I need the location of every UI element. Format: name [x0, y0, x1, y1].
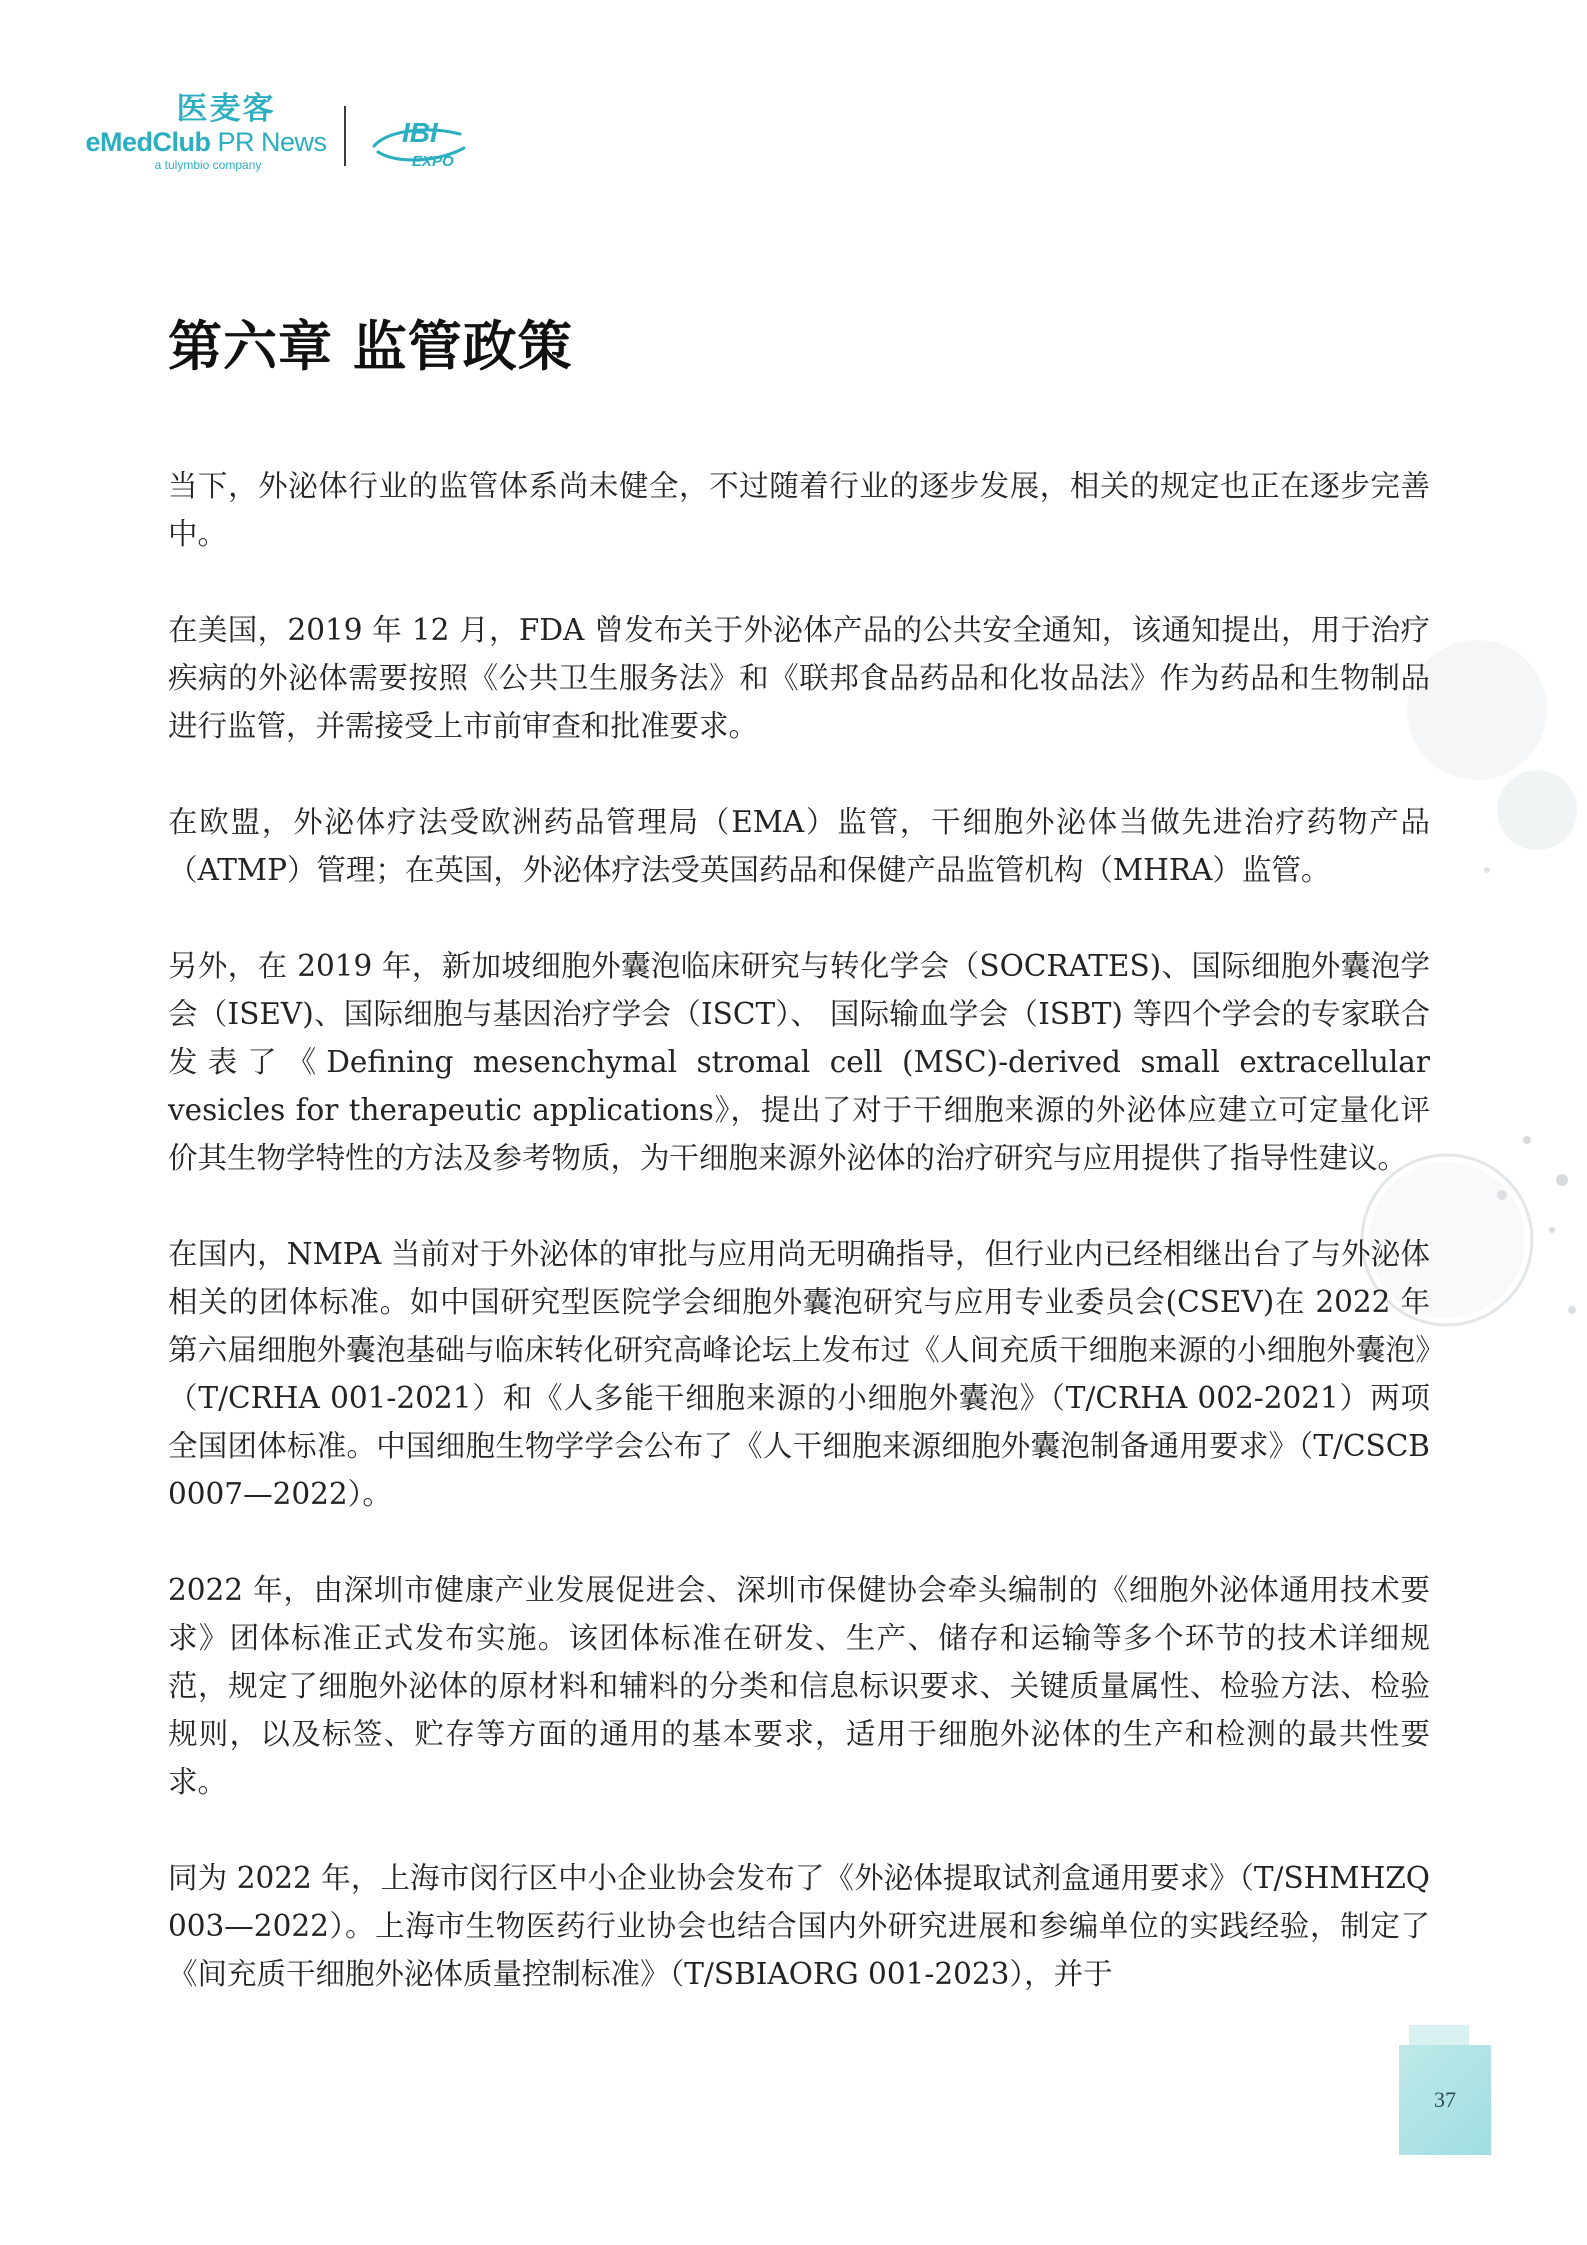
paragraph: 在欧盟，外泌体疗法受欧洲药品管理局（EMA）监管，干细胞外泌体当做先进治疗药物产品（ATMP）管理；在英国，外泌体疗法受英国药品和保健产品监管机构（MHRA）监管。	[168, 805, 1430, 887]
paragraph: 2022 年，由深圳市健康产业发展促进会、深圳市保健协会牵头编制的《细胞外泌体通用技术要求》团体标准正式发布实施。该团体标准在研发、生产、储存和运输等多个环节的技术详细规范，规定了细胞外泌体的原材料和辅料的分类和信息标识要求、关键质量属性、检验方法、检验 规则，以及标签、贮存等方面的通用的基本要求，适用于细胞外泌体的生产和检测的最共性要求。	[168, 1573, 1430, 1799]
body-text	[168, 462, 1430, 2046]
svg-text:IBI: IBI	[402, 117, 438, 148]
paragraph: 当下，外泌体行业的监管体系尚未健全，不过随着行业的逐步发展，相关的规定也正在逐步完善中。	[168, 469, 1430, 551]
page-number-tab	[1399, 2045, 1491, 2155]
logo-tagline: a tulymbio company	[154, 158, 262, 172]
page-number: 37	[1434, 2087, 1456, 2112]
logo-english-name: eMedClub PR News	[85, 127, 327, 157]
chapter-title: 第六章 监管政策	[168, 315, 573, 378]
svg-text:EXPO: EXPO	[412, 153, 454, 170]
logo-divider	[344, 106, 346, 166]
paragraph: 另外，在 2019 年，新加坡细胞外囊泡临床研究与转化学会（SOCRATES)、国际细胞外囊泡学会（ISEV)、国际细胞与基因治疗学会（ISCT）、 国际输血学会（ISBT) 等四个学会的专家联合发表了《Defining mesenchymal stromal cell (MSC)-derived small extracellular vesicles for therapeutic applications》，提出了对于干细胞来源的外泌体应建立可定量化评价其生物学特性的方法及参考物质，为干细胞来源外泌体的治疗研究与应用提供了指导性建议。	[168, 949, 1430, 1175]
header-logos	[85, 91, 478, 182]
page-number-block	[1399, 2025, 1499, 2155]
ibi-expo-logo	[368, 108, 478, 178]
paragraph: 同为 2022 年，上海市闵行区中小企业协会发布了《外泌体提取试剂盒通用要求》（T/SHMHZQ 003—2022）。上海市生物医药行业协会也结合国内外研究进展和参编单位的实践经验，制定了《间充质干细胞外泌体质量控制标准》（T/SBIAORG 001-2023），并于	[168, 1861, 1430, 1991]
emedclub-logo	[85, 91, 327, 172]
paragraph: 在国内，NMPA 当前对于外泌体的审批与应用尚无明确指导，但行业内已经相继出台了与外泌体相关的团体标准。如中国研究型医院学会细胞外囊泡研究与应用专业委员会(CSEV)在 2022 年第六届细胞外囊泡基础与临床转化研究高峰论坛上发布过《人间充质干细胞来源的小细胞外囊泡》（T/CRHA 001-2021）和《人多能干细胞来源的小细胞外囊泡》（T/CRHA 002-2021）两项全国团体标准。中国细胞生物学学会公布了《人干细胞来源细胞外囊泡制备通用要求》（T/CSCB 0007—2022）。	[168, 1237, 1430, 1511]
logo-chinese-name: 医麦客	[176, 91, 276, 127]
paragraph: 在美国，2019 年 12 月，FDA 曾发布关于外泌体产品的公共安全通知，该通知提出，用于治疗疾病的外泌体需要按照《公共卫生服务法》和《联邦食品药品和化妆品法》作为药品和生物制品进行监管，并需接受上市前审查和批准要求。	[168, 613, 1430, 743]
